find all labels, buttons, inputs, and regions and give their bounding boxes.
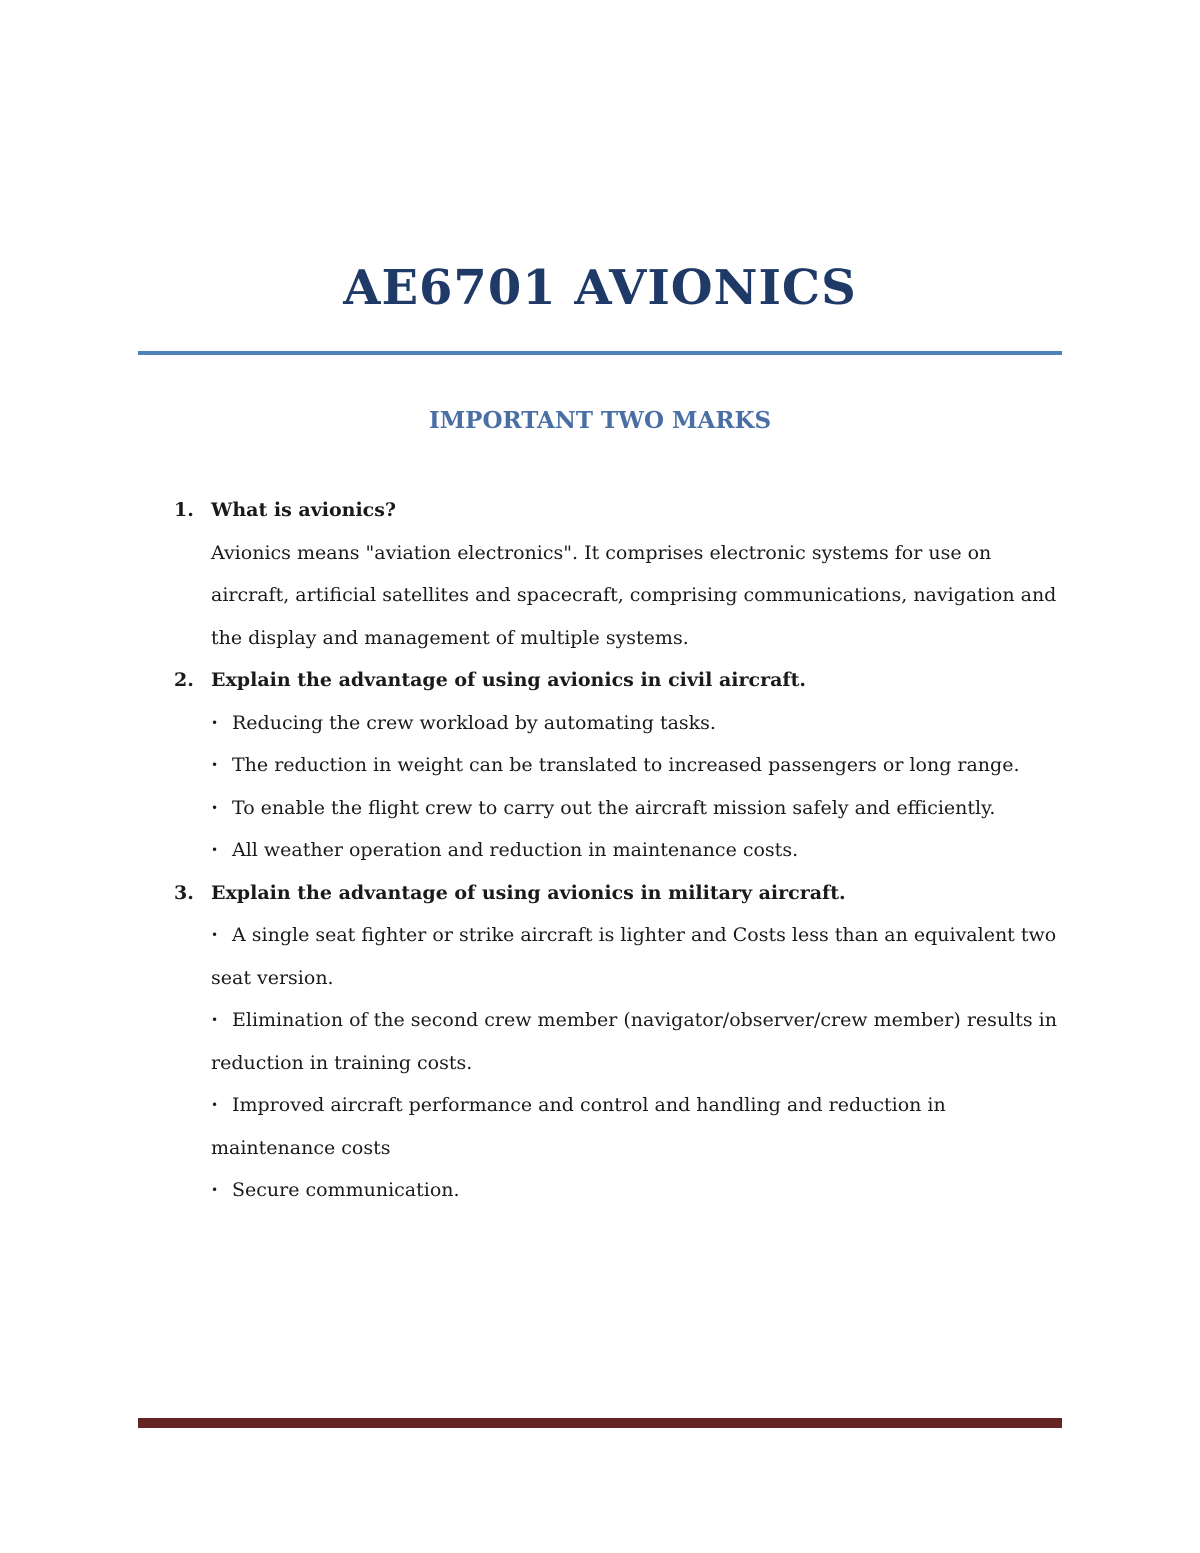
answer-bullet bbox=[211, 999, 1064, 1084]
question-1 bbox=[174, 489, 1064, 532]
question-list bbox=[174, 489, 1064, 1212]
section-subtitle: IMPORTANT TWO MARKS bbox=[428, 407, 772, 434]
question-number: 2. bbox=[174, 669, 194, 691]
question-2 bbox=[174, 659, 1064, 702]
bullet-text: Secure communication. bbox=[232, 1179, 460, 1201]
bullet-icon: • bbox=[211, 800, 219, 815]
bullet-icon: • bbox=[211, 1013, 219, 1027]
bullet-text: Reducing the crew workload by automating tasks. bbox=[232, 711, 716, 734]
bullet-text: The reduction in weight can be translated to increased passengers or long range. bbox=[232, 754, 1020, 776]
answer-bullet bbox=[211, 702, 1064, 745]
answer-bullet bbox=[211, 744, 1064, 787]
question-3 bbox=[174, 872, 1064, 915]
bullet-text: A single seat fighter or strike aircraft is lighter and Costs less than an equivalent two seat version. bbox=[211, 924, 1057, 989]
question-text: What is avionics? bbox=[211, 499, 397, 521]
bullet-text: All weather operation and reduction in maintenance costs. bbox=[232, 839, 799, 861]
bullet-icon: • bbox=[211, 928, 219, 942]
bullet-text: Improved aircraft performance and control and handling and reduction in maintenance costs bbox=[211, 1094, 946, 1159]
question-text: Explain the advantage of using avionics in civil aircraft. bbox=[211, 669, 806, 691]
question-text: Explain the advantage of using avionics in military aircraft. bbox=[211, 881, 846, 904]
bullet-icon: • bbox=[211, 715, 219, 730]
question-number: 3. bbox=[174, 881, 194, 904]
answer-bullet bbox=[211, 1084, 1064, 1169]
answer-bullet bbox=[211, 1169, 1064, 1212]
answer-bullet bbox=[211, 914, 1064, 999]
bullet-icon: • bbox=[211, 843, 219, 857]
bullet-icon: • bbox=[211, 1098, 219, 1112]
document-title: AE6701 AVIONICS bbox=[343, 260, 857, 316]
answer-paragraph: Avionics means "aviation electronics". It comprises electronic systems for use on aircraft, artificial satellites and spacecraft, comprising communications, navigation and the display and management of multiple systems. bbox=[211, 541, 1057, 649]
bullet-icon: • bbox=[211, 758, 219, 772]
title-divider bbox=[138, 351, 1062, 355]
footer-divider bbox=[138, 1418, 1062, 1428]
answer-bullet bbox=[211, 829, 1064, 872]
bullet-text: To enable the flight crew to carry out the aircraft mission safely and efficiently. bbox=[232, 796, 996, 819]
bullet-text: Elimination of the second crew member (navigator/observer/crew member) results in reduction in training costs. bbox=[211, 1009, 1057, 1074]
answer-bullet bbox=[211, 787, 1064, 830]
question-number: 1. bbox=[174, 499, 194, 521]
bullet-icon: • bbox=[211, 1183, 219, 1197]
